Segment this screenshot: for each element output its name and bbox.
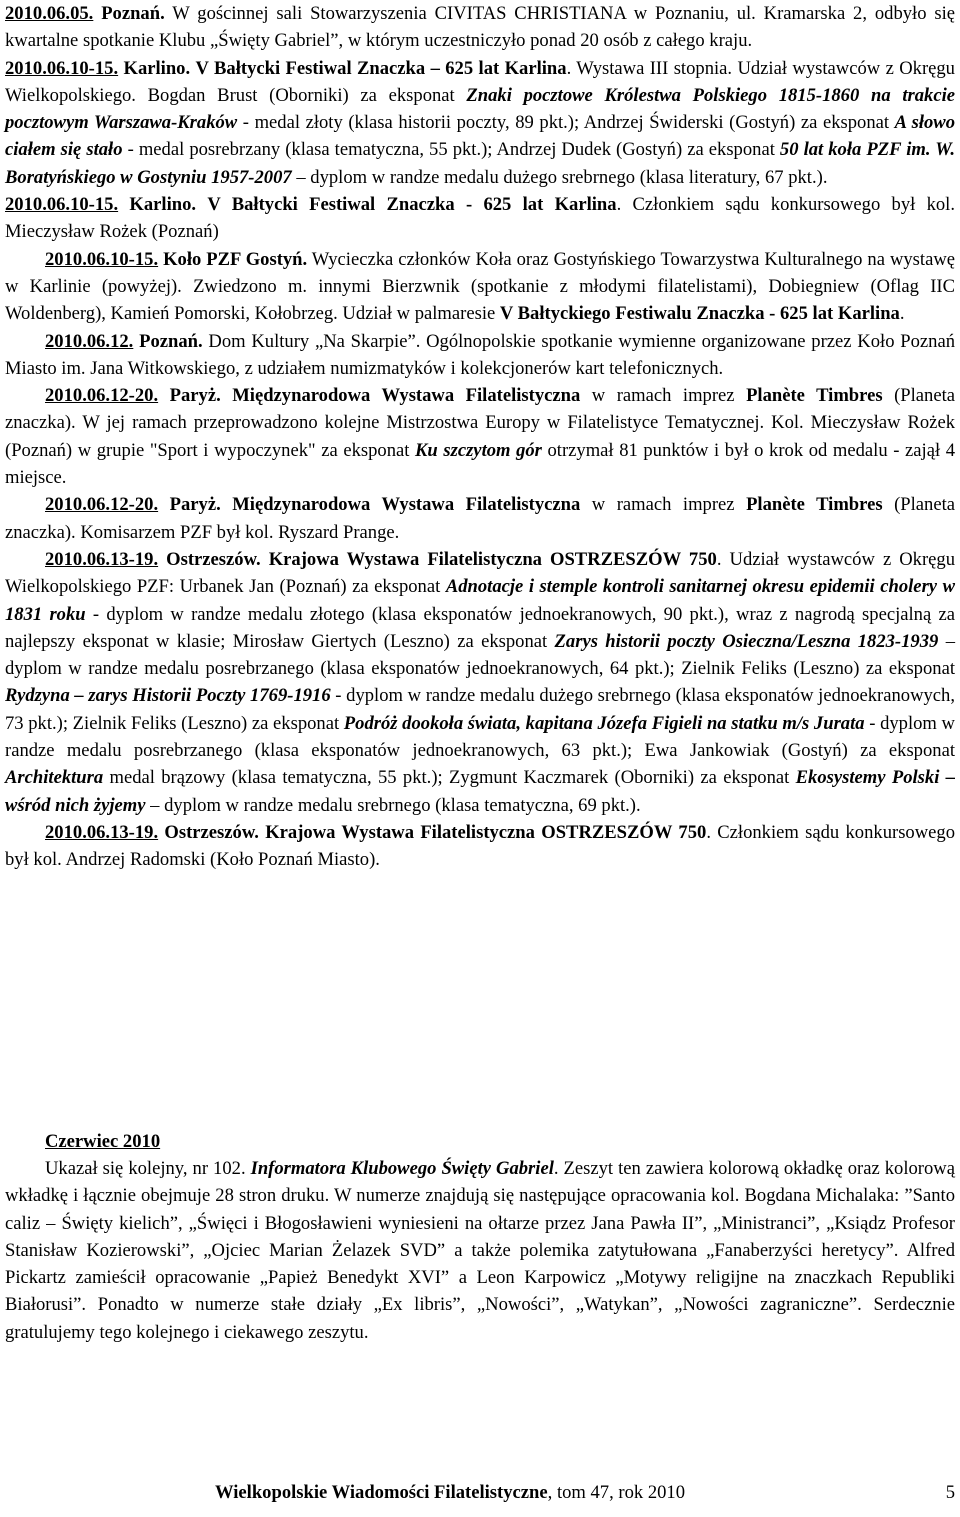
exhibit-title: Zarys historii poczty Osieczna/Leszna 1823-1939 <box>554 630 939 652</box>
body-text: – dyplom w randze medalu dużego srebrnego (klasa literatury, 67 pkt.). <box>291 166 828 188</box>
body-text: Ukazał się kolejny, nr 102. <box>45 1158 251 1179</box>
body-text: - dyplom w randze medalu dużego srebrnego (klasa eksponatów jednoekranowych, 73 pkt.); Zielnik Feliks (Leszno) za eksponat <box>5 685 955 734</box>
emphasis-text: Ostrzeszów. <box>164 821 259 843</box>
body-text: . <box>899 303 905 325</box>
emphasis-text: Krajowa Wystawa Filatelistyczna OSTRZESZÓW 750 <box>268 548 717 570</box>
entry-date: 2010.06.10-15. <box>45 248 159 270</box>
exhibit-title: Informatora Klubowego Święty Gabriel <box>250 1158 554 1179</box>
body-text <box>221 385 233 406</box>
emphasis-text: Ostrzeszów. <box>166 548 261 570</box>
exhibit-title: A słowo ciałem się stało <box>5 112 956 161</box>
section-body <box>5 1155 955 1346</box>
news-entry <box>5 819 955 874</box>
body-text <box>221 494 233 515</box>
body-text <box>158 549 166 570</box>
body-text: . Członkiem sądu konkursowego był kol. Andrzej Radomski (Koło Poznań Miasto). <box>5 821 955 871</box>
document-body <box>5 0 955 874</box>
exhibit-title: Adnotacje i stemple kontroli sanitarnej okresu epidemii cholery w 1831 roku <box>5 576 955 625</box>
section-paragraph <box>5 1155 955 1346</box>
exhibit-title: 50 lat koła PZF im. W. Boratyńskiego w Gostyniu 1957-2007 <box>5 139 955 188</box>
emphasis-text: V Bałtycki Festiwal Znaczka – 625 lat Karlina <box>195 57 567 79</box>
entry-date: 2010.06.13-19. <box>45 548 159 570</box>
body-text <box>93 3 101 24</box>
exhibit-title: Ku szczytom gór <box>415 439 542 461</box>
body-text: (Planeta znaczka). Komisarzem PZF był kol. Ryszard Prange. <box>5 494 955 543</box>
emphasis-text: Karlino. <box>123 57 191 79</box>
emphasis-text: Planète Timbres <box>746 385 883 407</box>
body-text <box>118 194 129 215</box>
body-text: - dyplom w randze medalu złotego (klasa eksponatów jednoekranowych, 90 pkt.), wraz z nagrodą specjalną za najlepszy eksponat w klasie; Mirosław Giertych (Leszno) za eksponat <box>5 603 955 652</box>
news-entry <box>5 246 955 328</box>
body-text: medal brązowy (klasa tematyczna, 55 pkt.); Zygmunt Kaczmarek (Oborniki) za eksponat <box>103 767 796 789</box>
body-text: w ramach imprez <box>580 385 747 407</box>
news-entry <box>5 491 955 546</box>
news-entry <box>5 546 955 819</box>
entry-date: 2010.06.10-15. <box>5 194 119 216</box>
exhibit-title: Podróż dookoła świata, kapitana Józefa Figieli na statku m/s Jurata <box>343 712 865 734</box>
body-text <box>158 494 170 515</box>
page-footer <box>215 1480 955 1506</box>
emphasis-text: Koło PZF Gostyń. <box>163 248 308 270</box>
page-number: 5 <box>945 1482 955 1503</box>
entry-date: 2010.06.12-20. <box>45 494 159 516</box>
emphasis-text: Poznań. <box>139 330 203 352</box>
news-entry <box>5 0 955 55</box>
news-entry <box>5 191 955 246</box>
body-text <box>196 194 207 215</box>
emphasis-text: Planète Timbres <box>746 494 883 516</box>
body-text: (Planeta znaczka). W jej ramach przeprowadzono kolejne Mistrzostwa Europy w Filatelistyce Tematycznej. Kol. Mieczysław Rożek (Poznań) w grupie "Sport i wypoczynek" za eksponat <box>5 385 955 461</box>
body-text: Wycieczka członków Koła oraz Gostyńskiego Towarzystwa Kulturalnego na wystawę w Karlinie (powyżej). Zwiedzono m. innymi Bierzwnik (spotkanie z młodymi filatelistami), Dobiegniew (Oflag IIC Woldenberg), Kamień Pomorski, Kołobrzeg. Udział w palmaresie <box>5 248 956 325</box>
news-entry <box>5 382 955 491</box>
section-heading: Czerwiec 2010 <box>45 1131 161 1152</box>
footer-volume: , tom 47, rok 2010 <box>547 1482 686 1503</box>
emphasis-text: Poznań. <box>101 3 165 24</box>
body-text: – dyplom w randze medalu posrebrzanego (klasa eksponatów jednoekranowych, 64 pkt.); Zielnik Feliks (Leszno) za eksponat <box>5 630 955 680</box>
emphasis-text: Międzynarodowa Wystawa Filatelistyczna <box>232 385 581 407</box>
emphasis-text: Paryż. <box>169 385 221 407</box>
body-text <box>261 549 269 570</box>
body-text: Dom Kultury „Na Skarpie”. Ogólnopolskie spotkanie wymienne organizowane przez Koło Poznań Miasto im. Jana Witkowskiego, z udziałem numizmatyków i kolekcjonerów kart telefonicznych. <box>5 330 955 379</box>
emphasis-text: Karlino. <box>129 194 197 216</box>
emphasis-text: Krajowa Wystawa Filatelistyczna OSTRZESZÓW 750 <box>265 821 707 843</box>
body-text: otrzymał 81 punktów i był o krok od medalu - zajął 4 miejsce. <box>5 439 956 489</box>
exhibit-title: Ekosystemy Polski – wśród nich żyjemy <box>5 767 956 816</box>
body-text: - medal posrebrzany (klasa tematyczna, 55 pkt.); Andrzej Dudek (Gostyń) za eksponat <box>122 139 780 161</box>
body-text: . Wystawa III stopnia. Udział wystawców z Okręgu Wielkopolskiego. Bogdan Brust (Oborniki) za eksponat <box>5 57 955 106</box>
body-text: . Zeszyt ten zawiera kolorową okładkę oraz kolorową wkładkę i łącznie obejmuje 28 stron druku. W numerze znajdują się następujące opracowania kol. Bogdana Michalaka: ”Santo caliz – Święty kielich”, „Święci i Błogosławieni wyniesieni na ołtarze przez Jana Pawła II”, „Ministranci”, „Ksiądz Profesor Stanisław Kozierowski”, „Ojciec Marian Żelazek SVD” a także polemika zatytułowana „Fanaberzyści heretycy”. Alfred Pickartz zamieścił opracowanie „Papież Benedykt XVI” a Leon Karpowicz „Motywy religijne na znaczkach Republiki Białorusi”. Ponadto w numerze stałe działy „Ex libris”, „Nowości”, „Watykan”, „Nowości zagraniczne”. Serdecznie gratulujemy tego kolejnego i ciekawego zeszytu. <box>5 1158 955 1343</box>
body-text <box>158 385 170 406</box>
body-text: – dyplom w randze medalu srebrnego (klasa tematyczna, 69 pkt.). <box>145 794 641 816</box>
emphasis-text: V Bałtyckiego Festiwalu Znaczka - 625 lat Karlina <box>499 303 900 325</box>
body-text: - medal złoty (klasa historii poczty, 89 pkt.); Andrzej Świderski (Gostyń) za eksponat <box>237 112 895 134</box>
entry-date: 2010.06.12. <box>45 330 134 352</box>
body-text: . Członkiem sądu konkursowego był kol. Mieczysław Rożek (Poznań) <box>5 194 955 243</box>
news-entry <box>5 55 955 191</box>
body-text: w ramach imprez <box>580 494 747 516</box>
body-text: - dyplom w randze medalu posrebrzanego (klasa eksponatów jednoekranowych, 63 pkt.); Ewa Jankowiak (Gostyń) za eksponat <box>5 712 955 762</box>
body-text: W gościnnej sali Stowarzyszenia CIVITAS CHRISTIANA w Poznaniu, ul. Kramarska 2, odbyło się kwartalne spotkanie Klubu „Święty Gabriel”, w którym uczestniczyło ponad 20 osób z całego kraju. <box>5 3 955 52</box>
entry-date: 2010.06.12-20. <box>45 385 159 407</box>
exhibit-title: Architektura <box>5 767 104 789</box>
emphasis-text: V Bałtycki Festiwal Znaczka - 625 lat Karlina <box>207 194 617 216</box>
entry-date: 2010.06.13-19. <box>45 821 159 843</box>
emphasis-text: Międzynarodowa Wystawa Filatelistyczna <box>232 494 581 516</box>
exhibit-title: Rydzyna – zarys Historii Poczty 1769-1916 <box>5 685 331 707</box>
entry-date: 2010.06.10-15. <box>5 57 119 79</box>
entry-date: 2010.06.05. <box>5 3 94 24</box>
news-entry <box>5 328 955 383</box>
body-text: . Udział wystawców z Okręgu Wielkopolskiego PZF: Urbanek Jan (Poznań) za eksponat <box>5 548 955 598</box>
footer-publication: Wielkopolskie Wiadomości Filatelistyczne <box>215 1482 548 1503</box>
exhibit-title: Znaki pocztowe Królestwa Polskiego 1815-1860 na trakcie pocztowym Warszawa-Kraków <box>5 84 955 134</box>
emphasis-text: Paryż. <box>169 494 221 516</box>
